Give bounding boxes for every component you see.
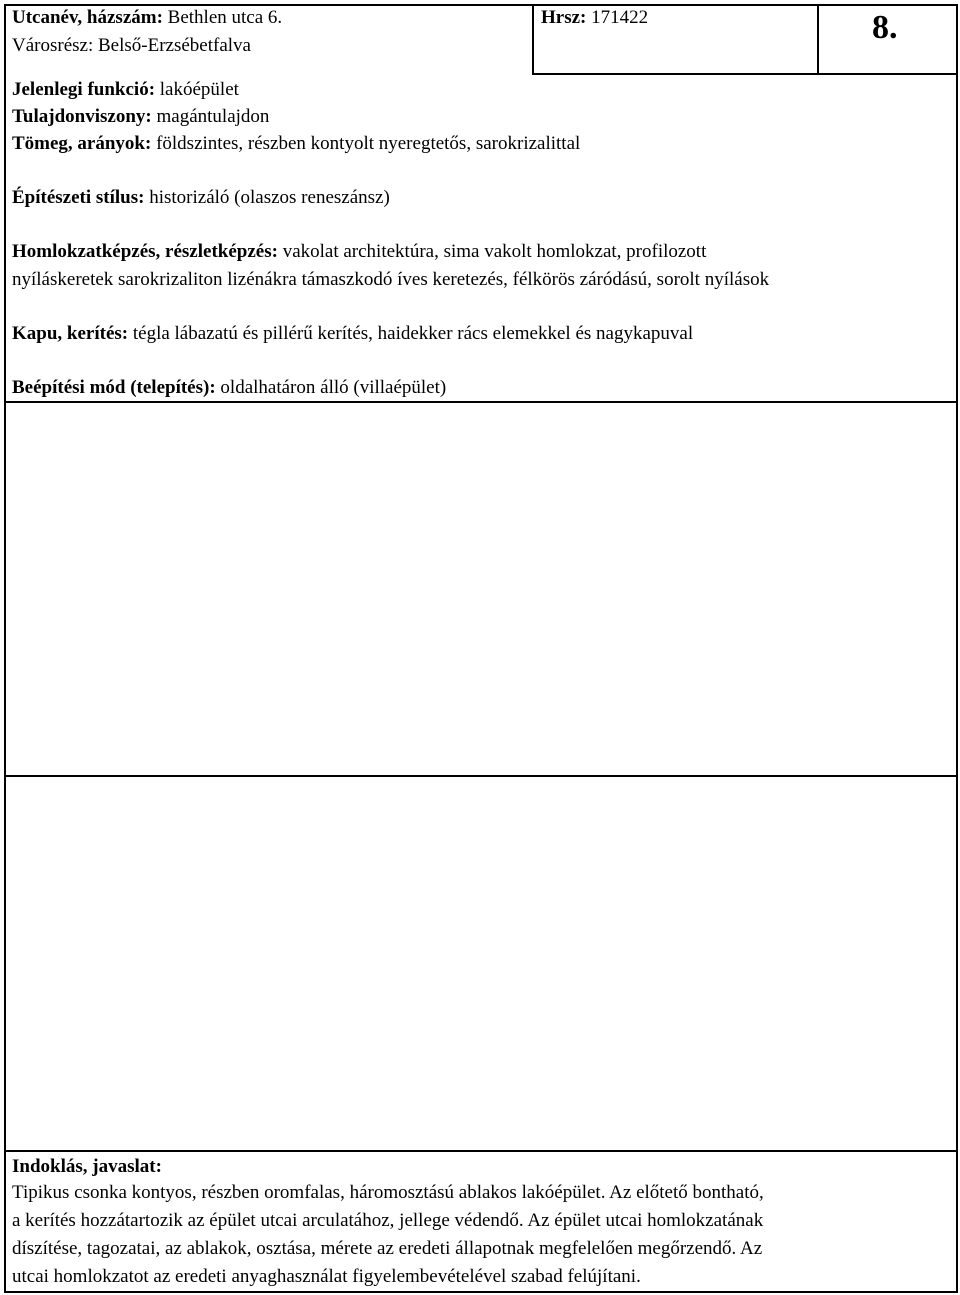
ownership-value: magántulajdon	[156, 106, 270, 127]
gate-line	[12, 322, 693, 346]
header-divider-1	[532, 4, 534, 75]
style-label: Építészeti stílus:	[12, 187, 145, 208]
district-label: Városrész:	[12, 35, 94, 56]
photo-area-2	[6, 777, 956, 1150]
street-label: Utcanév, házszám:	[12, 7, 163, 28]
ownership-label: Tulajdonviszony:	[12, 106, 152, 127]
street-line	[12, 6, 282, 30]
justification-line-2: a kerítés hozzátartozik az épület utcai arculatához, jellege védendő. Az épület utcai homlokzatának	[12, 1210, 764, 1231]
mass-value: földszintes, részben kontyolt nyeregtetős, sarokrizalittal	[156, 133, 581, 154]
frame-right	[956, 4, 958, 1293]
placement-line	[12, 376, 446, 400]
header-divider-2	[817, 4, 819, 75]
photo-area-1	[6, 403, 956, 775]
gate-label: Kapu, kerítés:	[12, 323, 129, 344]
placement-label: Beépítési mód (telepítés):	[12, 377, 216, 398]
mass-line	[12, 132, 580, 156]
hrsz-value: 171422	[591, 7, 649, 28]
hrsz-label: Hrsz:	[541, 7, 587, 28]
district-line	[12, 34, 251, 58]
justification-text	[12, 1179, 952, 1291]
photo2-bottom-line	[4, 1150, 958, 1152]
function-value: lakóépület	[159, 79, 239, 100]
frame-bottom	[4, 1291, 958, 1293]
facade-value-2: nyíláskeretek sarokrizaliton lizénákra támaszkodó íves keretezés, félkörös záródású, sorolt nyílások	[12, 269, 770, 290]
hrsz-line	[541, 6, 648, 30]
justification-line-1: Tipikus csonka kontyos, részben oromfalas, háromosztású ablakos lakóépület. Az előtető bontható,	[12, 1182, 764, 1203]
district-value: Belső-Erzsébetfalva	[98, 35, 251, 56]
gate-value: tégla lábazatú és pillérű kerítés, haidekker rács elemekkel és nagykapuval	[132, 323, 694, 344]
justification-line-3: díszítése, tagozatai, az ablakok, osztása, mérete az eredeti állapotnak megfelelően megőrzendő. Az	[12, 1238, 763, 1259]
function-line	[12, 78, 239, 102]
header-bottom-line	[532, 73, 958, 75]
street-value: Bethlen utca 6.	[167, 7, 283, 28]
function-label: Jelenlegi funkció:	[12, 79, 156, 100]
placement-value: oldalhatáron álló (villaépület)	[220, 377, 447, 398]
justification-line-4: utcai homlokzatot az eredeti anyaghasználat figyelembevételével szabad felújítani.	[12, 1266, 641, 1287]
facade-value-1: vakolat architektúra, sima vakolt homlokzat, profilozott	[282, 241, 707, 262]
justification-label: Indoklás, javaslat:	[12, 1156, 162, 1177]
style-line	[12, 186, 390, 210]
facade-line-2	[12, 268, 769, 292]
facade-label: Homlokzatképzés, részletképzés:	[12, 241, 278, 262]
mass-label: Tömeg, arányok:	[12, 133, 152, 154]
ownership-line	[12, 105, 269, 129]
item-number: 8.	[872, 9, 898, 46]
style-value: historizáló (olaszos reneszánsz)	[149, 187, 390, 208]
facade-line-1	[12, 240, 706, 264]
